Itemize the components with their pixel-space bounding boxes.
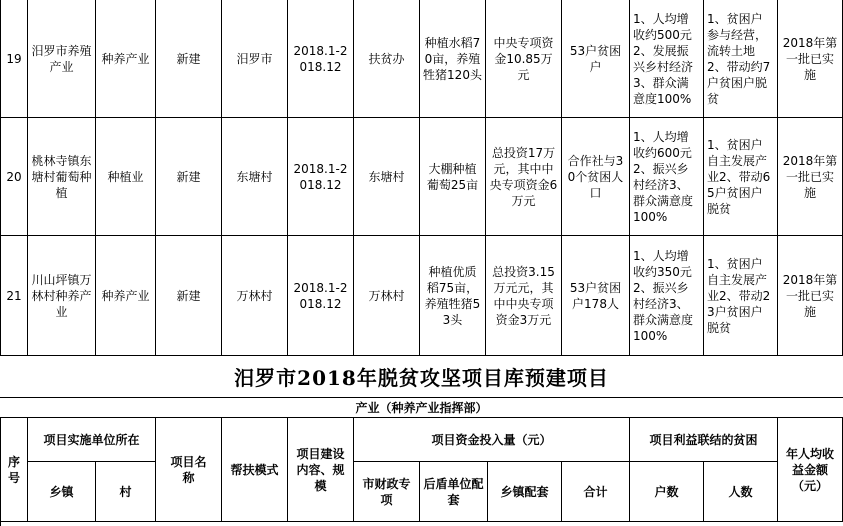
- row-19-mechanism: 1、贫困户参与经营，流转土地2、带动约7户贫困户脱贫: [704, 0, 778, 118]
- row-20-benefit: 1、人均增收约600元2、振兴乡村经济3、群众满意度100%: [630, 118, 704, 236]
- row-19-funds: 中央专项资金10.85万元: [486, 0, 562, 118]
- row-19-content: 种植水稻70亩，养殖牲猪120头: [420, 0, 486, 118]
- row-21-no: 21: [0, 236, 28, 356]
- row-20-unit: 东塘村: [354, 118, 420, 236]
- row-21-period: 2018.1-2018.12: [288, 236, 354, 356]
- header-total: 合计: [562, 462, 630, 522]
- row-19-type: 种养产业: [96, 0, 156, 118]
- row-20-no: 20: [0, 118, 28, 236]
- header-content: 项目建设内容、规模: [288, 418, 354, 522]
- row-21-place: 万林村: [222, 236, 288, 356]
- header-town: 乡镇: [28, 462, 96, 522]
- row-21-name: 川山坪镇万林村种养产业: [28, 236, 96, 356]
- row-19-status: 新建: [156, 0, 222, 118]
- row-21-content: 种植优质稻75亩，养殖牲猪53头: [420, 236, 486, 356]
- header-funds: 项目资金投入量（元）: [354, 418, 630, 462]
- row-20-status: 新建: [156, 118, 222, 236]
- row-21-status: 新建: [156, 236, 222, 356]
- header-income: 年人均收益金额（元）: [778, 418, 843, 522]
- row-20-funds: 总投资17万元，其中中央专项资金6万元: [486, 118, 562, 236]
- row-19-remark: 2018年第一批已实施: [778, 0, 843, 118]
- title-band: [0, 356, 843, 398]
- next-row-stub: [0, 522, 843, 526]
- row-20-remark: 2018年第一批已实施: [778, 118, 843, 236]
- row-20-mechanism: 1、贫困户自主发展产业2、带动65户贫困户脱贫: [704, 118, 778, 236]
- row-20-type: 种植业: [96, 118, 156, 236]
- row-19-beneficiaries: 53户贫困户: [562, 0, 630, 118]
- row-20-place: 东塘村: [222, 118, 288, 236]
- section-subtitle: 产业（种养产业指挥部）: [355, 401, 488, 415]
- row-19-benefit: 1、人均增收约500元2、发展振兴乡村经济3、群众满意度100%: [630, 0, 704, 118]
- header-project-name: 项目名称: [156, 418, 222, 522]
- header-town-match: 乡镇配套: [488, 462, 562, 522]
- row-21-type: 种养产业: [96, 236, 156, 356]
- row-20-content: 大棚种植葡萄25亩: [420, 118, 486, 236]
- header-households: 户数: [630, 462, 704, 522]
- row-21-mechanism: 1、贫困户自主发展产业2、带动23户贫困户脱贫: [704, 236, 778, 356]
- header-persons: 人数: [704, 462, 778, 522]
- row-19-name: 汨罗市养殖产业: [28, 0, 96, 118]
- header-village: 村: [96, 462, 156, 522]
- row-19-unit: 扶贫办: [354, 0, 420, 118]
- row-21-funds: 总投资3.15万元元，其中中央专项资金3万元: [486, 236, 562, 356]
- row-20-name: 桃林寺镇东塘村葡萄种植: [28, 118, 96, 236]
- header-city-fin: 市财政专项: [354, 462, 420, 522]
- row-21-beneficiaries: 53户贫困户178人: [562, 236, 630, 356]
- row-19-no: 19: [0, 0, 28, 118]
- section-title: 汨罗市2018年脱贫攻坚项目库预建项目: [234, 366, 609, 390]
- subtitle-band: [0, 398, 843, 418]
- row-21-benefit: 1、人均增收约350元2、振兴乡村经济3、群众满意度100%: [630, 236, 704, 356]
- row-20-period: 2018.1-2018.12: [288, 118, 354, 236]
- row-21-unit: 万林村: [354, 236, 420, 356]
- header-mode: 帮扶模式: [222, 418, 288, 522]
- header-no: 序号: [0, 418, 28, 522]
- row-21-remark: 2018年第一批已实施: [778, 236, 843, 356]
- header-linkage: 项目利益联结的贫困: [630, 418, 778, 462]
- header-backing-unit: 后盾单位配套: [420, 462, 488, 522]
- row-20-beneficiaries: 合作社与30个贫困人口: [562, 118, 630, 236]
- row-19-period: 2018.1-2018.12: [288, 0, 354, 118]
- header-impl-unit: 项目实施单位所在: [28, 418, 156, 462]
- row-19-place: 汨罗市: [222, 0, 288, 118]
